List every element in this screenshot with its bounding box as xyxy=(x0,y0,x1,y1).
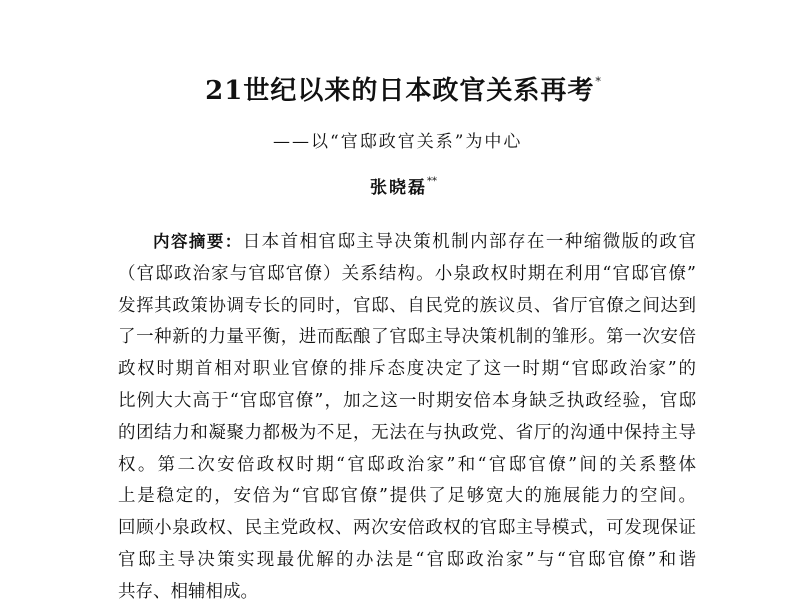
abstract-line: 了一种新的力量平衡，进而酝酿了官邸主导决策机制的雏形。第一次安倍 xyxy=(118,327,696,348)
abstract-line-text: 日本首相官邸主导决策机制内部存在一种缩微版的政官 xyxy=(242,232,697,252)
abstract-line: 比例大大高于“官邸官僚”，加之这一时期安倍本身缺乏执政经验，官邸 xyxy=(118,390,696,411)
abstract-line: 共存、相辅相成。 xyxy=(118,581,258,602)
abstract-line: 政权时期首相对职业官僚的排斥态度决定了这一时期“官邸政治家”的 xyxy=(118,359,696,380)
abstract-line xyxy=(118,226,696,259)
title-footnote-mark: * xyxy=(595,75,602,88)
paper-title-text: 21世纪以来的日本政官关系再考 xyxy=(205,76,595,106)
abstract-line: （官邸政治家与官邸官僚）关系结构。小泉政权时期在利用“官邸官僚” xyxy=(118,263,696,284)
abstract-line: 发挥其政策协调专长的同时，官邸、自民党的族议员、省厅官僚之间达到 xyxy=(118,295,696,316)
abstract-line: 上是稳定的，安倍为“官邸官僚”提供了足够宽大的施展能力的空间。 xyxy=(118,486,696,507)
abstract-line: 权。第二次安倍政权时期“官邸政治家”和“官邸官僚”间的关系整体 xyxy=(118,454,696,475)
abstract-line: 的团结力和凝聚力都极为不足，无法在与执政党、省厅的沟通中保持主导 xyxy=(118,422,696,443)
paper-subtitle: ——以“官邸政官关系”为中心 xyxy=(273,132,523,152)
abstract-line: 官邸主导决策实现最优解的办法是“官邸政治家”与“官邸官僚”和谐 xyxy=(118,549,696,570)
author-line xyxy=(0,173,807,198)
abstract-label: 内容摘要： xyxy=(153,232,243,251)
abstract-line: 回顾小泉政权、民主党政权、两次安倍政权的官邸主导模式，可发现保证 xyxy=(118,518,696,539)
author-footnote-mark: ** xyxy=(427,176,437,187)
author-name: 张晓磊 xyxy=(370,178,427,198)
abstract xyxy=(118,226,696,609)
paper-title xyxy=(0,70,807,107)
